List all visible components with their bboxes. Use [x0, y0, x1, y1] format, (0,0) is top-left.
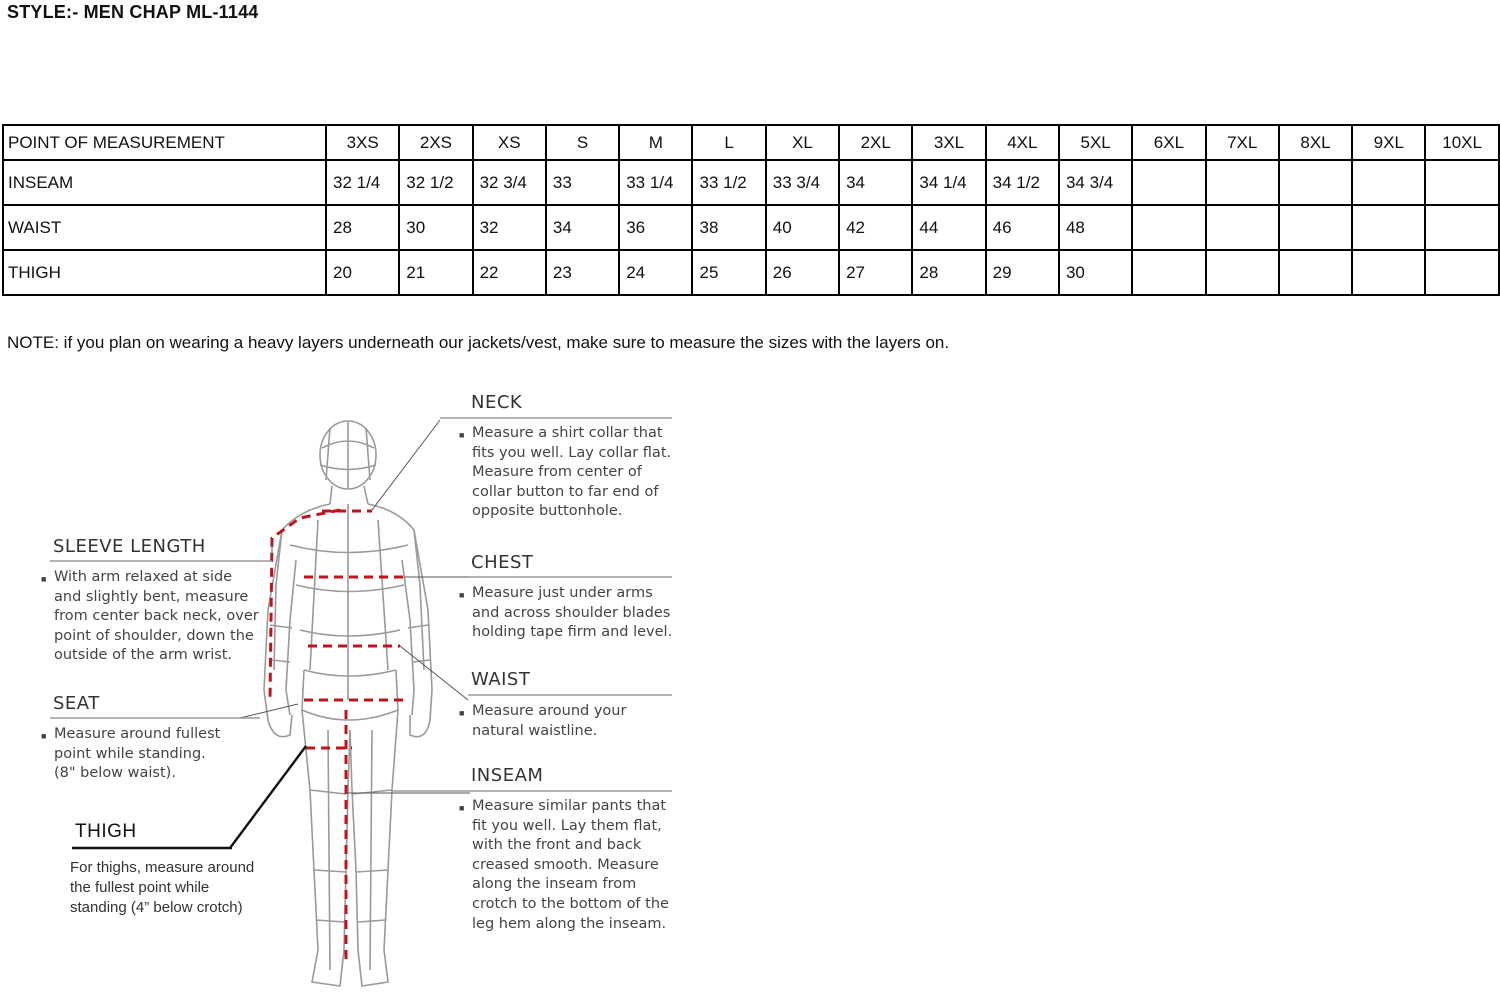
- seat-heading: SEAT: [53, 693, 100, 714]
- sleeve-description-line: and slightly bent, measure: [54, 588, 249, 605]
- waist-bullet: ■: [459, 708, 465, 718]
- neck-description-line: Measure from center of: [472, 464, 642, 481]
- table-cell: [1279, 205, 1352, 250]
- size-header-xl: XL: [766, 125, 839, 160]
- waist-description: [472, 702, 626, 741]
- chest-description-line: and across shoulder blades: [472, 604, 671, 621]
- size-header-7xl: 7XL: [1206, 125, 1279, 160]
- inseam-description-line: fit you well. Lay them flat,: [472, 817, 662, 834]
- table-cell: 30: [1059, 250, 1132, 295]
- seat-description-line: (8" below waist).: [54, 765, 176, 782]
- header-point-of-measurement: POINT OF MEASUREMENT: [3, 125, 326, 160]
- thigh-description-line: standing (4” below crotch): [70, 899, 243, 916]
- size-chart-table: [2, 124, 1500, 296]
- chest-description-line: holding tape firm and level.: [472, 624, 673, 641]
- table-cell: 34 1/4: [912, 160, 985, 205]
- inseam-heading: INSEAM: [471, 765, 544, 786]
- table-cell: 27: [839, 250, 912, 295]
- table-cell: [1279, 160, 1352, 205]
- table-cell: [1425, 250, 1498, 295]
- table-cell: [1132, 250, 1205, 295]
- table-cell: 28: [912, 250, 985, 295]
- figure-outline: [264, 421, 432, 986]
- table-cell: 36: [619, 205, 692, 250]
- table-cell: [1279, 250, 1352, 295]
- inseam-description-line: with the front and back: [472, 837, 642, 854]
- table-cell: 42: [839, 205, 912, 250]
- waist-heading: WAIST: [471, 669, 531, 690]
- page-title: STYLE:- MEN CHAP ML-1144: [7, 2, 259, 22]
- table-cell: 48: [1059, 205, 1132, 250]
- table-cell: 26: [766, 250, 839, 295]
- seat-description: [54, 725, 220, 784]
- sleeve-bullet: ■: [41, 574, 47, 584]
- seat-bullet: ■: [41, 731, 47, 741]
- thigh-heading: THIGH: [75, 821, 137, 842]
- table-cell: 21: [399, 250, 472, 295]
- neck-description: [472, 424, 671, 522]
- seat-description-line: Measure around fullest: [54, 726, 221, 742]
- table-cell: 33 1/2: [692, 160, 765, 205]
- table-cell: 28: [326, 205, 399, 250]
- table-cell: 33 1/4: [619, 160, 692, 205]
- measurement-diagram: [0, 370, 700, 1000]
- table-cell: 34 3/4: [1059, 160, 1132, 205]
- table-cell: 33: [546, 160, 619, 205]
- table-cell: 34: [839, 160, 912, 205]
- size-header-9xl: 9XL: [1352, 125, 1425, 160]
- table-cell: 20: [326, 250, 399, 295]
- table-cell: [1352, 160, 1425, 205]
- thigh-description-line: the fullest point while: [70, 879, 210, 896]
- inseam-description: [472, 797, 669, 934]
- neck-bullet: ■: [459, 430, 465, 440]
- inseam-description-line: creased smooth. Measure: [472, 856, 659, 873]
- table-row: [3, 205, 1499, 250]
- thigh-description: [70, 858, 254, 918]
- table-cell: [1352, 205, 1425, 250]
- table-cell: [1206, 250, 1279, 295]
- sleeve-description: [54, 568, 259, 666]
- table-cell: 34: [546, 205, 619, 250]
- chest-description: [472, 584, 672, 643]
- size-header-2xl: 2XL: [839, 125, 912, 160]
- table-cell: 40: [766, 205, 839, 250]
- table-cell: [1425, 160, 1498, 205]
- table-row: [3, 250, 1499, 295]
- size-header-3xl: 3XL: [912, 125, 985, 160]
- table-cell: 29: [986, 250, 1059, 295]
- table-cell: 33 3/4: [766, 160, 839, 205]
- inseam-description-line: leg hem along the inseam.: [472, 915, 667, 932]
- row-label-waist: WAIST: [3, 205, 326, 250]
- sleeve-description-line: point of shoulder, down the: [54, 627, 254, 644]
- leader-lines: [240, 420, 470, 793]
- table-cell: 46: [986, 205, 1059, 250]
- table-cell: 32: [473, 205, 546, 250]
- waist-description-line: natural waistline.: [472, 722, 598, 739]
- size-header-5xl: 5XL: [1059, 125, 1132, 160]
- neck-description-line: collar button to far end of: [472, 483, 659, 500]
- table-cell: 38: [692, 205, 765, 250]
- inseam-description-line: Measure similar pants that: [472, 798, 667, 814]
- sleeve-description-line: With arm relaxed at side: [54, 569, 233, 585]
- table-cell: [1206, 205, 1279, 250]
- table-cell: 32 1/4: [326, 160, 399, 205]
- size-header-6xl: 6XL: [1132, 125, 1205, 160]
- table-cell: 30: [399, 205, 472, 250]
- waist-description-line: Measure around your: [472, 703, 627, 719]
- neck-description-line: fits you well. Lay collar flat.: [472, 444, 672, 461]
- layering-note: NOTE: if you plan on wearing a heavy layers underneath our jackets/vest, make sure to measure the sizes with the layers on.: [7, 333, 950, 352]
- neck-heading: NECK: [471, 392, 523, 413]
- seat-description-line: point while standing.: [54, 745, 206, 762]
- table-cell: 44: [912, 205, 985, 250]
- chest-bullet: ■: [459, 590, 465, 600]
- neck-description-line: Measure a shirt collar that: [472, 425, 663, 441]
- size-header-s: S: [546, 125, 619, 160]
- table-cell: 23: [546, 250, 619, 295]
- sleeve-description-line: outside of the arm wrist.: [54, 647, 233, 664]
- size-header-10xl: 10XL: [1425, 125, 1498, 160]
- table-cell: [1425, 205, 1498, 250]
- row-label-thigh: THIGH: [3, 250, 326, 295]
- inseam-description-line: crotch to the bottom of the: [472, 895, 669, 912]
- size-header-2xs: 2XS: [399, 125, 472, 160]
- inseam-bullet: ■: [459, 803, 465, 813]
- chest-heading: CHEST: [471, 552, 534, 573]
- table-cell: [1132, 205, 1205, 250]
- neck-description-line: opposite buttonhole.: [472, 503, 623, 520]
- thigh-description-line: For thighs, measure around: [70, 859, 255, 876]
- inseam-description-line: along the inseam from: [472, 876, 637, 893]
- size-header-4xl: 4XL: [986, 125, 1059, 160]
- table-cell: 22: [473, 250, 546, 295]
- thigh-leader: [230, 746, 306, 848]
- chest-description-line: Measure just under arms: [472, 585, 653, 601]
- table-cell: [1132, 160, 1205, 205]
- sleeve-description-line: from center back neck, over: [54, 608, 259, 625]
- table-cell: 34 1/2: [986, 160, 1059, 205]
- row-label-inseam: INSEAM: [3, 160, 326, 205]
- size-header-xs: XS: [473, 125, 546, 160]
- size-header-l: L: [692, 125, 765, 160]
- table-cell: 32 1/2: [399, 160, 472, 205]
- table-cell: 24: [619, 250, 692, 295]
- table-row: [3, 160, 1499, 205]
- table-cell: 32 3/4: [473, 160, 546, 205]
- size-header-m: M: [619, 125, 692, 160]
- table-cell: [1206, 160, 1279, 205]
- size-header-8xl: 8XL: [1279, 125, 1352, 160]
- size-header-3xs: 3XS: [326, 125, 399, 160]
- table-cell: [1352, 250, 1425, 295]
- sleeve-heading: SLEEVE LENGTH: [53, 536, 206, 557]
- table-cell: 25: [692, 250, 765, 295]
